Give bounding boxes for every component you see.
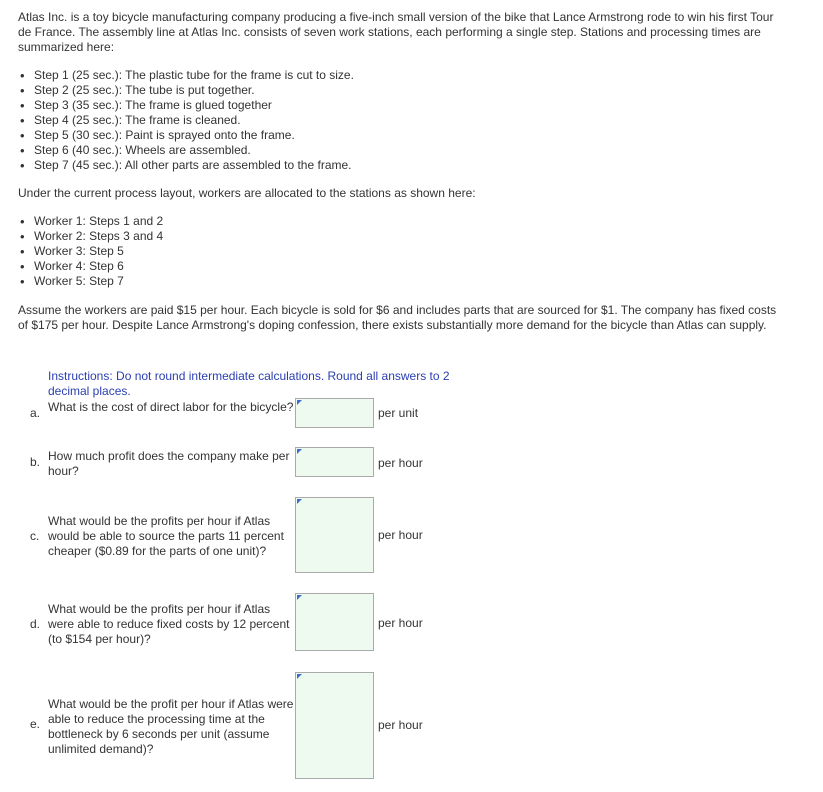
instructions-text: Instructions: Do not round intermediate calculations. Round all answers to 2 decimal places. [48,369,450,398]
problem-intro: Atlas Inc. is a toy bicycle manufacturing company producing a five-inch small version of the bike that Lance Armstrong rode to win his first Tour de France. The assembly line at Atlas Inc. consists of seven work stations, each performing a single step. Stations and processing times are summarized here: [18,10,774,54]
list-item: • Worker 3: Step 5 [18,244,163,259]
question-letter: e. [30,717,41,731]
unit-label: per hour [378,718,423,732]
list-item: • Step 3 (35 sec.): The frame is glued together [18,98,354,113]
question-text: What would be the profits per hour if Atlas would be able to source the parts 11 percent cheaper ($0.89 for the parts of one unit)? [48,514,284,558]
list-item: • Worker 2: Steps 3 and 4 [18,229,163,244]
unit-label: per hour [378,528,423,542]
unit-label: per hour [378,456,423,470]
assumptions-text: Assume the workers are paid $15 per hour. Each bicycle is sold for $6 and includes parts that are sourced for $1. The company has fixed costs of $175 per hour. Despite Lance Armstrong's doping confession, there exists substantially more demand for the bicycle than Atlas can supply. [18,303,777,332]
list-item: • Step 7 (45 sec.): All other parts are assembled to the frame. [18,158,354,173]
layout-intro: Under the current process layout, workers are allocated to the stations as shown here: [18,186,476,200]
question-d [30,602,300,647]
question-text: How much profit does the company make per hour? [48,449,290,478]
question-letter: a. [30,406,41,420]
unit-label: per unit [378,406,419,420]
workers-list [18,214,163,289]
list-item: • Step 1 (25 sec.): The plastic tube for the frame is cut to size. [18,68,354,83]
list-item: • Step 4 (25 sec.): The frame is cleaned. [18,113,354,128]
question-a [30,400,300,430]
question-c [30,514,300,559]
question-e [30,697,300,757]
list-item: • Step 6 (40 sec.): Wheels are assembled. [18,143,354,158]
question-letter: b. [30,455,41,469]
list-item: • Worker 5: Step 7 [18,274,163,289]
question-b [30,449,300,479]
question-text: What would be the profit per hour if Atlas were able to reduce the processing time at the bottleneck by 6 seconds per unit (assume unlimited demand)? [48,697,294,756]
question-text: What is the cost of direct labor for the bicycle? [48,400,294,414]
answer-e-input[interactable] [295,672,374,779]
answer-d-input[interactable] [295,593,374,651]
list-item: • Worker 4: Step 6 [18,259,163,274]
list-item: • Step 2 (25 sec.): The tube is put together. [18,83,354,98]
answer-b-input[interactable] [295,447,374,477]
question-text: What would be the profits per hour if Atlas were able to reduce fixed costs by 12 percent (to $154 per hour)? [48,602,290,646]
list-item: • Step 5 (30 sec.): Paint is sprayed onto the frame. [18,128,354,143]
unit-label: per hour [378,616,423,630]
steps-list [18,68,354,173]
list-item: • Worker 1: Steps 1 and 2 [18,214,163,229]
answer-c-input[interactable] [295,497,374,573]
question-letter: d. [30,617,41,631]
question-letter: c. [30,529,40,543]
answer-a-input[interactable] [295,398,374,428]
